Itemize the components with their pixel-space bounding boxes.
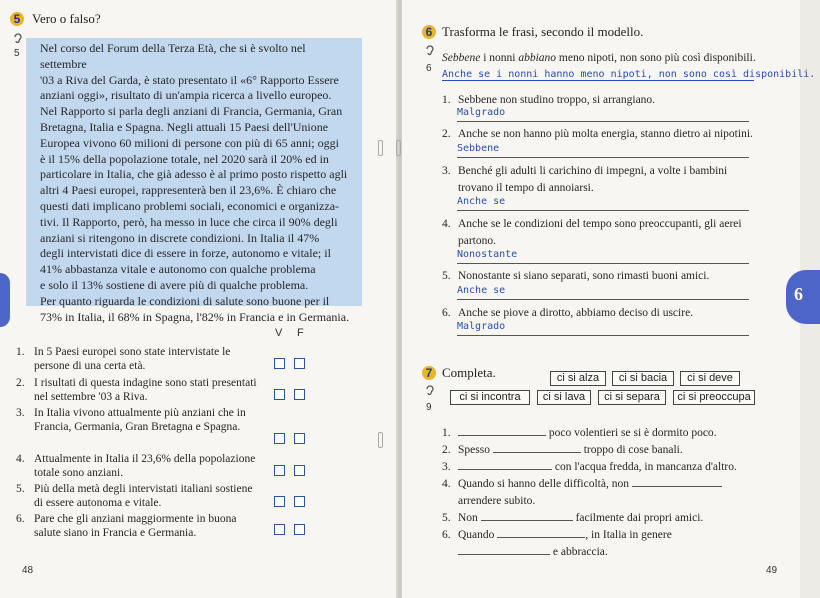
item-number: 5.	[442, 270, 451, 282]
false-checkbox[interactable]	[294, 389, 305, 400]
track-number: 9	[426, 402, 432, 413]
answer-field[interactable]: Malgrado	[457, 321, 749, 336]
item-text: Benché gli adulti li carichino di impegni, a volte i bambini trovano il tempo di annoiarsi.	[458, 165, 728, 194]
item-text-after: , in Italia in genere	[585, 529, 672, 541]
word-bank-chip[interactable]: ci si lava	[537, 390, 591, 405]
word-bank-chip[interactable]: ci si incontra	[450, 390, 530, 405]
item-number: 1.	[442, 427, 451, 439]
left-edge-tab	[0, 273, 10, 327]
passage-line: 73% in Italia, il 68% in Spagna, l'82% in Francia e in Germania.	[40, 309, 350, 324]
passage-line: Europea vivono 60 milioni di persone con più di 65 anni; oggi	[40, 135, 339, 150]
item-text-after: con l'acqua fredda, in mancanza d'altro.	[554, 461, 737, 473]
model-text: meno nipoti, non sono più così disponibili.	[556, 52, 756, 64]
transform-item	[442, 216, 762, 250]
passage-line: è il 15% della popolazione totale, nel 2020 sarà il 20% ed in	[40, 151, 329, 166]
transform-item	[442, 163, 762, 197]
true-checkbox[interactable]	[274, 496, 285, 507]
item-number: 2.	[442, 444, 451, 456]
passage-line: altri 4 Paesi europei, rappresenterà ben il 23,6%. È chiaro che	[40, 183, 337, 198]
word-bank-chip[interactable]: ci si preoccupa	[673, 390, 755, 405]
statement-text: Più della metà degli intervistati italiani sostiene di essere autonoma e vitale.	[34, 483, 253, 510]
margin-mark	[378, 140, 383, 156]
statement-text: In Italia vivono attualmente più anziani che in Francia, Germania, Gran Bretagna e Spagna.	[34, 407, 246, 434]
exercise-7-title: Completa.	[442, 365, 496, 380]
item-text-after: facilmente dai propri amici.	[575, 512, 704, 524]
completion-item	[442, 425, 762, 442]
statement-number: 1.	[16, 346, 25, 358]
ear-icon	[424, 44, 436, 60]
item-number: 4.	[442, 218, 451, 230]
statement-number: 3.	[16, 407, 25, 419]
word-bank-chip[interactable]: ci si alza	[550, 371, 606, 386]
completion-item	[442, 459, 762, 476]
item-text-before: Non	[458, 512, 478, 524]
model-text: i nonni	[480, 52, 519, 64]
page-number-left: 48	[22, 565, 34, 576]
passage-line: questi dati implicano problemi sociali, economici e organizza-	[40, 198, 340, 213]
statement-item	[16, 482, 264, 510]
statement-item	[16, 512, 264, 540]
fill-blank[interactable]	[458, 544, 550, 555]
statement-item	[16, 345, 264, 373]
false-checkbox[interactable]	[294, 465, 305, 476]
item-text: Sebbene non studino troppo, si arrangiano.	[458, 94, 656, 106]
false-checkbox[interactable]	[294, 433, 305, 444]
false-checkbox[interactable]	[294, 524, 305, 535]
passage-line: particolare in Italia, che già adesso è al primo posto rispetto agli	[40, 167, 348, 182]
statement-number: 5.	[16, 483, 25, 495]
item-text-after: poco volentieri se si è dormito poco.	[548, 427, 717, 439]
true-checkbox[interactable]	[274, 433, 285, 444]
statement-text: In 5 Paesi europei sono state intervistate le persone di una certa età.	[34, 346, 231, 373]
chapter-tab	[786, 270, 820, 324]
item-text: Anche se piove a dirotto, abbiamo deciso di uscire.	[458, 307, 694, 319]
exercise-7-number: 7	[422, 366, 436, 380]
false-column-header: F	[297, 327, 304, 339]
fill-blank[interactable]	[481, 510, 573, 521]
false-checkbox[interactable]	[294, 496, 305, 507]
model-highlight: Sebbene	[442, 52, 481, 64]
statement-text: I risultati di questa indagine sono stati presentati nel settembre '03 a Riva.	[34, 377, 257, 404]
true-checkbox[interactable]	[274, 389, 285, 400]
item-number: 3.	[442, 461, 451, 473]
passage-line: Bretagna, Italia e Spagna. Negli attuali 15 Paesi dell'Unione	[40, 119, 329, 134]
item-number: 4.	[442, 478, 451, 490]
fill-blank[interactable]	[493, 442, 581, 453]
margin-mark	[378, 432, 383, 448]
track-number: 6	[426, 63, 432, 74]
completion-item	[442, 527, 762, 561]
item-number: 2.	[442, 128, 451, 140]
margin-mark	[396, 140, 401, 156]
true-column-header: V	[275, 327, 283, 339]
passage-line: degli intervistati dice di essere in forze, autonomo e vitale; il	[40, 246, 331, 261]
true-checkbox[interactable]	[274, 465, 285, 476]
statement-text: Pare che gli anziani maggiormente in buona salute siano in Francia e Germania.	[34, 513, 237, 540]
exercise-5-title: Vero o falso?	[32, 11, 101, 26]
statement-number: 4.	[16, 453, 25, 465]
statement-item	[16, 406, 264, 434]
item-text-before: Quando si hanno delle difficoltà, non	[458, 478, 629, 490]
model-answer: Anche se i nonni hanno meno nipoti, non sono così disponibili.	[442, 69, 816, 80]
transform-item	[442, 305, 762, 322]
transform-item	[442, 268, 762, 285]
statement-item	[16, 376, 264, 404]
fill-blank[interactable]	[632, 476, 722, 487]
passage-line: tivi. Il Rapporto, però, ha messo in luce che circa il 90% degli	[40, 214, 338, 229]
fill-blank[interactable]	[458, 425, 546, 436]
completion-item	[442, 510, 762, 527]
passage-line: anziani oggi», risultato di un'ampia ricerca a livello europeo.	[40, 88, 332, 103]
ear-icon	[12, 32, 24, 48]
passage-line: Nel Rapporto si parla degli anziani di Francia, Germania, Gran	[40, 104, 343, 119]
true-checkbox[interactable]	[274, 358, 285, 369]
exercise-6-number: 6	[422, 25, 436, 39]
false-checkbox[interactable]	[294, 358, 305, 369]
page-number-right: 49	[766, 565, 778, 576]
track-number: 5	[14, 48, 20, 59]
passage-line: anziani si ritengono in discrete condizioni. In Italia il 47%	[40, 230, 320, 245]
word-bank-chip[interactable]: ci si deve	[680, 371, 740, 386]
statement-text: Attualmente in Italia il 23,6% della popolazione totale sono anziani.	[34, 453, 256, 480]
answer-field[interactable]: Nonostante	[457, 249, 749, 264]
passage-line: e solo il 13% sostiene di avere più di qualche problema.	[40, 277, 309, 292]
item-number: 6.	[442, 307, 451, 319]
item-text-before: Spesso	[458, 444, 490, 456]
passage-line: Per quanto riguarda le condizioni di salute sono buone per il	[40, 293, 330, 308]
reading-passage	[26, 38, 362, 324]
item-number: 1.	[442, 94, 451, 106]
ear-icon	[424, 384, 436, 400]
answer-field[interactable]: Sebbene	[457, 143, 749, 158]
exercise-5-number: 5	[10, 12, 24, 26]
chapter-tab-label: 6	[794, 284, 803, 304]
transform-item	[442, 126, 762, 143]
item-text: Anche se non hanno più molta energia, stanno dietro ai nipotini.	[458, 128, 753, 140]
completion-item	[442, 476, 762, 510]
item-number: 6.	[442, 529, 451, 541]
statement-item	[16, 452, 264, 480]
passage-line: '03 a Riva del Garda, è stato presentato il «6° Rapporto Essere	[40, 72, 339, 87]
passage-line: Nel corso del Forum della Terza Età, che si è svolto nel settembre	[40, 41, 306, 71]
true-checkbox[interactable]	[274, 524, 285, 535]
statement-number: 6.	[16, 513, 25, 525]
item-text-line2: e abbraccia.	[552, 546, 608, 558]
item-text-after: troppo di cose banali.	[583, 444, 683, 456]
answer-field[interactable]: Anche se	[457, 196, 749, 211]
answer-field[interactable]: Anche se	[457, 285, 749, 300]
word-bank-chip[interactable]: ci si separa	[598, 390, 666, 405]
answer-field[interactable]: Malgrado	[457, 107, 749, 122]
item-text: Anche se le condizioni del tempo sono preoccupanti, gli aerei partono.	[458, 218, 742, 247]
passage-line: 41% abbastanza vitale e autonomo con qualche problema	[40, 262, 316, 277]
item-text-after: arrendere subito.	[458, 495, 536, 507]
item-number: 3.	[442, 165, 451, 177]
fill-blank[interactable]	[458, 459, 552, 470]
exercise-6-title: Trasforma le frasi, secondo il modello.	[442, 24, 644, 39]
item-number: 5.	[442, 512, 451, 524]
model-highlight: abbiano	[518, 52, 557, 64]
completion-item	[442, 442, 762, 459]
model-sentence	[442, 52, 756, 64]
item-text-before: Quando	[458, 529, 495, 541]
item-text: Nonostante si siano separati, sono rimasti buoni amici.	[458, 270, 710, 282]
statement-number: 2.	[16, 377, 25, 389]
fill-blank[interactable]	[497, 527, 585, 538]
word-bank-chip[interactable]: ci si bacia	[612, 371, 674, 386]
